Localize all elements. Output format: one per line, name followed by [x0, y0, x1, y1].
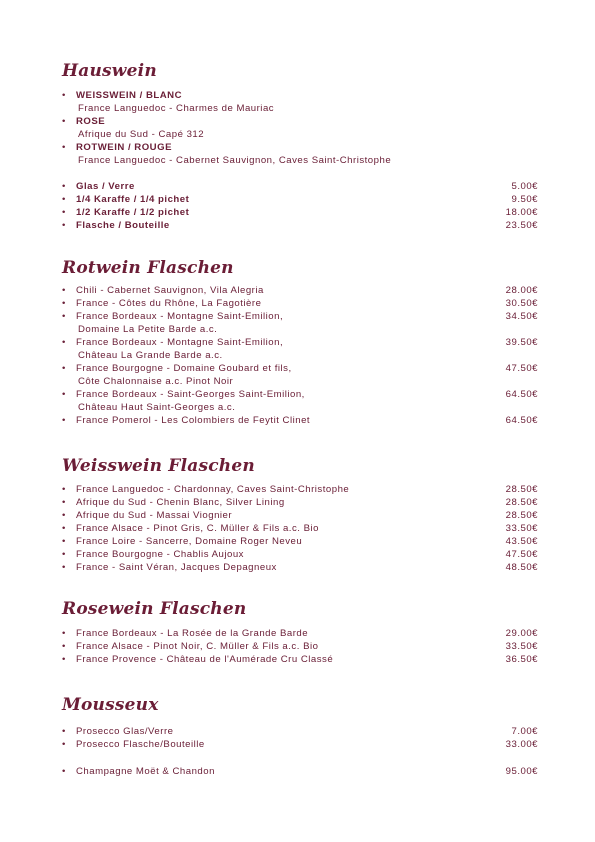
wine-type-label: WEISSWEIN / BLANC	[76, 90, 183, 101]
price: 43.50€	[505, 536, 538, 547]
wine-name: France Provence - Château de l'Aumérade Cru Classé	[76, 654, 334, 665]
bullet: •	[62, 536, 66, 547]
price: 34.50€	[505, 311, 538, 322]
bullet: •	[62, 497, 66, 508]
price: 36.50€	[505, 654, 538, 665]
bullet: •	[62, 739, 66, 750]
list-item	[62, 738, 538, 751]
bullet: •	[62, 207, 66, 218]
list-item	[62, 509, 538, 522]
wine-name: France Alsace - Pinot Noir, C. Müller & Fils a.c. Bio	[76, 641, 319, 652]
price: 30.50€	[505, 298, 538, 309]
champagne-list	[62, 765, 538, 778]
list-item	[62, 725, 538, 738]
section-title-mousseux: Mousseux	[62, 695, 159, 715]
bullet: •	[62, 654, 66, 665]
list-item	[62, 414, 538, 427]
size-label: 1/4 Karaffe / 1/4 pichet	[76, 194, 190, 205]
list-item	[62, 89, 538, 115]
wine-type-detail: France Languedoc - Charmes de Mauriac	[78, 103, 275, 114]
bullet: •	[62, 415, 66, 426]
bullet: •	[62, 389, 66, 400]
price: 28.50€	[505, 510, 538, 521]
wine-type-label: ROSE	[76, 116, 106, 127]
bullet: •	[62, 337, 66, 348]
bullet: •	[62, 311, 66, 322]
price: 64.50€	[505, 415, 538, 426]
wine-name: France Bordeaux - Montagne Saint-Emilion,	[76, 337, 284, 348]
list-item	[62, 483, 538, 496]
bullet: •	[62, 549, 66, 560]
list-item	[62, 496, 538, 509]
bullet: •	[62, 363, 66, 374]
price: 29.00€	[505, 628, 538, 639]
list-item	[62, 193, 538, 206]
bullet: •	[62, 484, 66, 495]
price: 47.50€	[505, 549, 538, 560]
price: 48.50€	[505, 562, 538, 573]
wine-name-continued: Domaine La Petite Barde a.c.	[78, 324, 218, 335]
bullet: •	[62, 641, 66, 652]
wine-name: Champagne Moët & Chandon	[76, 766, 215, 777]
section-title-hauswein: Hauswein	[62, 61, 157, 81]
price: 9.50€	[511, 194, 538, 205]
section-weisswein	[62, 455, 538, 574]
weisswein-list	[62, 483, 538, 574]
bullet: •	[62, 510, 66, 521]
size-label: Flasche / Bouteille	[76, 220, 170, 231]
wine-name: France Bordeaux - La Rosée de la Grande Barde	[76, 628, 309, 639]
section-title-weisswein: Weisswein Flaschen	[62, 456, 255, 476]
list-item	[62, 336, 538, 362]
list-item	[62, 388, 538, 414]
list-item	[62, 310, 538, 336]
section-title-rotwein: Rotwein Flaschen	[62, 258, 234, 278]
price: 28.50€	[505, 497, 538, 508]
list-item	[62, 627, 538, 640]
price: 28.50€	[505, 484, 538, 495]
list-item	[62, 219, 538, 232]
wine-name: France Alsace - Pinot Gris, C. Müller & Fils a.c. Bio	[76, 523, 319, 534]
list-item	[62, 206, 538, 219]
wine-name: France Bourgogne - Domaine Goubard et fils,	[76, 363, 292, 374]
wine-name-continued: Château Haut Saint-Georges a.c.	[78, 402, 236, 413]
price: 23.50€	[505, 220, 538, 231]
wine-name: France Bordeaux - Saint-Georges Saint-Emilion,	[76, 389, 305, 400]
list-item	[62, 548, 538, 561]
price: 95.00€	[505, 766, 538, 777]
list-item	[62, 653, 538, 666]
wine-type-label: ROTWEIN / ROUGE	[76, 142, 172, 153]
hauswein-size-list	[62, 180, 538, 232]
wine-name: France Languedoc - Chardonnay, Caves Saint-Christophe	[76, 484, 350, 495]
rotwein-list	[62, 284, 538, 427]
wine-name-continued: Château La Grande Barde a.c.	[78, 350, 223, 361]
bullet: •	[62, 90, 66, 101]
list-item	[62, 284, 538, 297]
wine-name: Prosecco Flasche/Bouteille	[76, 739, 205, 750]
wine-name: Prosecco Glas/Verre	[76, 726, 174, 737]
price: 28.00€	[505, 285, 538, 296]
bullet: •	[62, 523, 66, 534]
list-item	[62, 362, 538, 388]
list-item	[62, 297, 538, 310]
section-mousseux	[62, 694, 538, 778]
wine-name: France Bourgogne - Chablis Aujoux	[76, 549, 244, 560]
price: 18.00€	[505, 207, 538, 218]
wine-name: France Bordeaux - Montagne Saint-Emilion,	[76, 311, 284, 322]
wine-name: France - Saint Véran, Jacques Depagneux	[76, 562, 277, 573]
bullet: •	[62, 220, 66, 231]
section-title-rosewein: Rosewein Flaschen	[62, 599, 247, 619]
rosewein-list	[62, 627, 538, 666]
bullet: •	[62, 298, 66, 309]
wine-type-detail: Afrique du Sud - Capé 312	[78, 129, 205, 140]
bullet: •	[62, 726, 66, 737]
price: 7.00€	[511, 726, 538, 737]
list-item	[62, 561, 538, 574]
hauswein-type-list	[62, 89, 538, 167]
list-item	[62, 180, 538, 193]
bullet: •	[62, 194, 66, 205]
list-item	[62, 522, 538, 535]
wine-name: Chili - Cabernet Sauvignon, Vila Alegria	[76, 285, 264, 296]
section-hauswein	[62, 60, 538, 232]
section-rotwein	[62, 257, 538, 427]
price: 64.50€	[505, 389, 538, 400]
wine-name: France Pomerol - Les Colombiers de Feytit Clinet	[76, 415, 311, 426]
mousseux-list	[62, 725, 538, 751]
price: 33.50€	[505, 523, 538, 534]
section-rosewein	[62, 598, 538, 666]
list-item	[62, 640, 538, 653]
price: 5.00€	[511, 181, 538, 192]
list-item	[62, 765, 538, 778]
wine-name: France Loire - Sancerre, Domaine Roger Neveu	[76, 536, 303, 547]
wine-type-detail: France Languedoc - Cabernet Sauvignon, Caves Saint-Christophe	[78, 155, 392, 166]
size-label: 1/2 Karaffe / 1/2 pichet	[76, 207, 190, 218]
price: 47.50€	[505, 363, 538, 374]
bullet: •	[62, 562, 66, 573]
list-item	[62, 141, 538, 167]
bullet: •	[62, 766, 66, 777]
bullet: •	[62, 181, 66, 192]
price: 39.50€	[505, 337, 538, 348]
size-label: Glas / Verre	[76, 181, 135, 192]
list-item	[62, 115, 538, 141]
price: 33.00€	[505, 739, 538, 750]
bullet: •	[62, 285, 66, 296]
wine-name: Afrique du Sud - Massai Viognier	[76, 510, 233, 521]
wine-name-continued: Côte Chalonnaise a.c. Pinot Noir	[78, 376, 234, 387]
price: 33.50€	[505, 641, 538, 652]
bullet: •	[62, 142, 66, 153]
bullet: •	[62, 116, 66, 127]
wine-name: Afrique du Sud - Chenin Blanc, Silver Lining	[76, 497, 285, 508]
wine-name: France - Côtes du Rhône, La Fagotière	[76, 298, 262, 309]
bullet: •	[62, 628, 66, 639]
list-item	[62, 535, 538, 548]
